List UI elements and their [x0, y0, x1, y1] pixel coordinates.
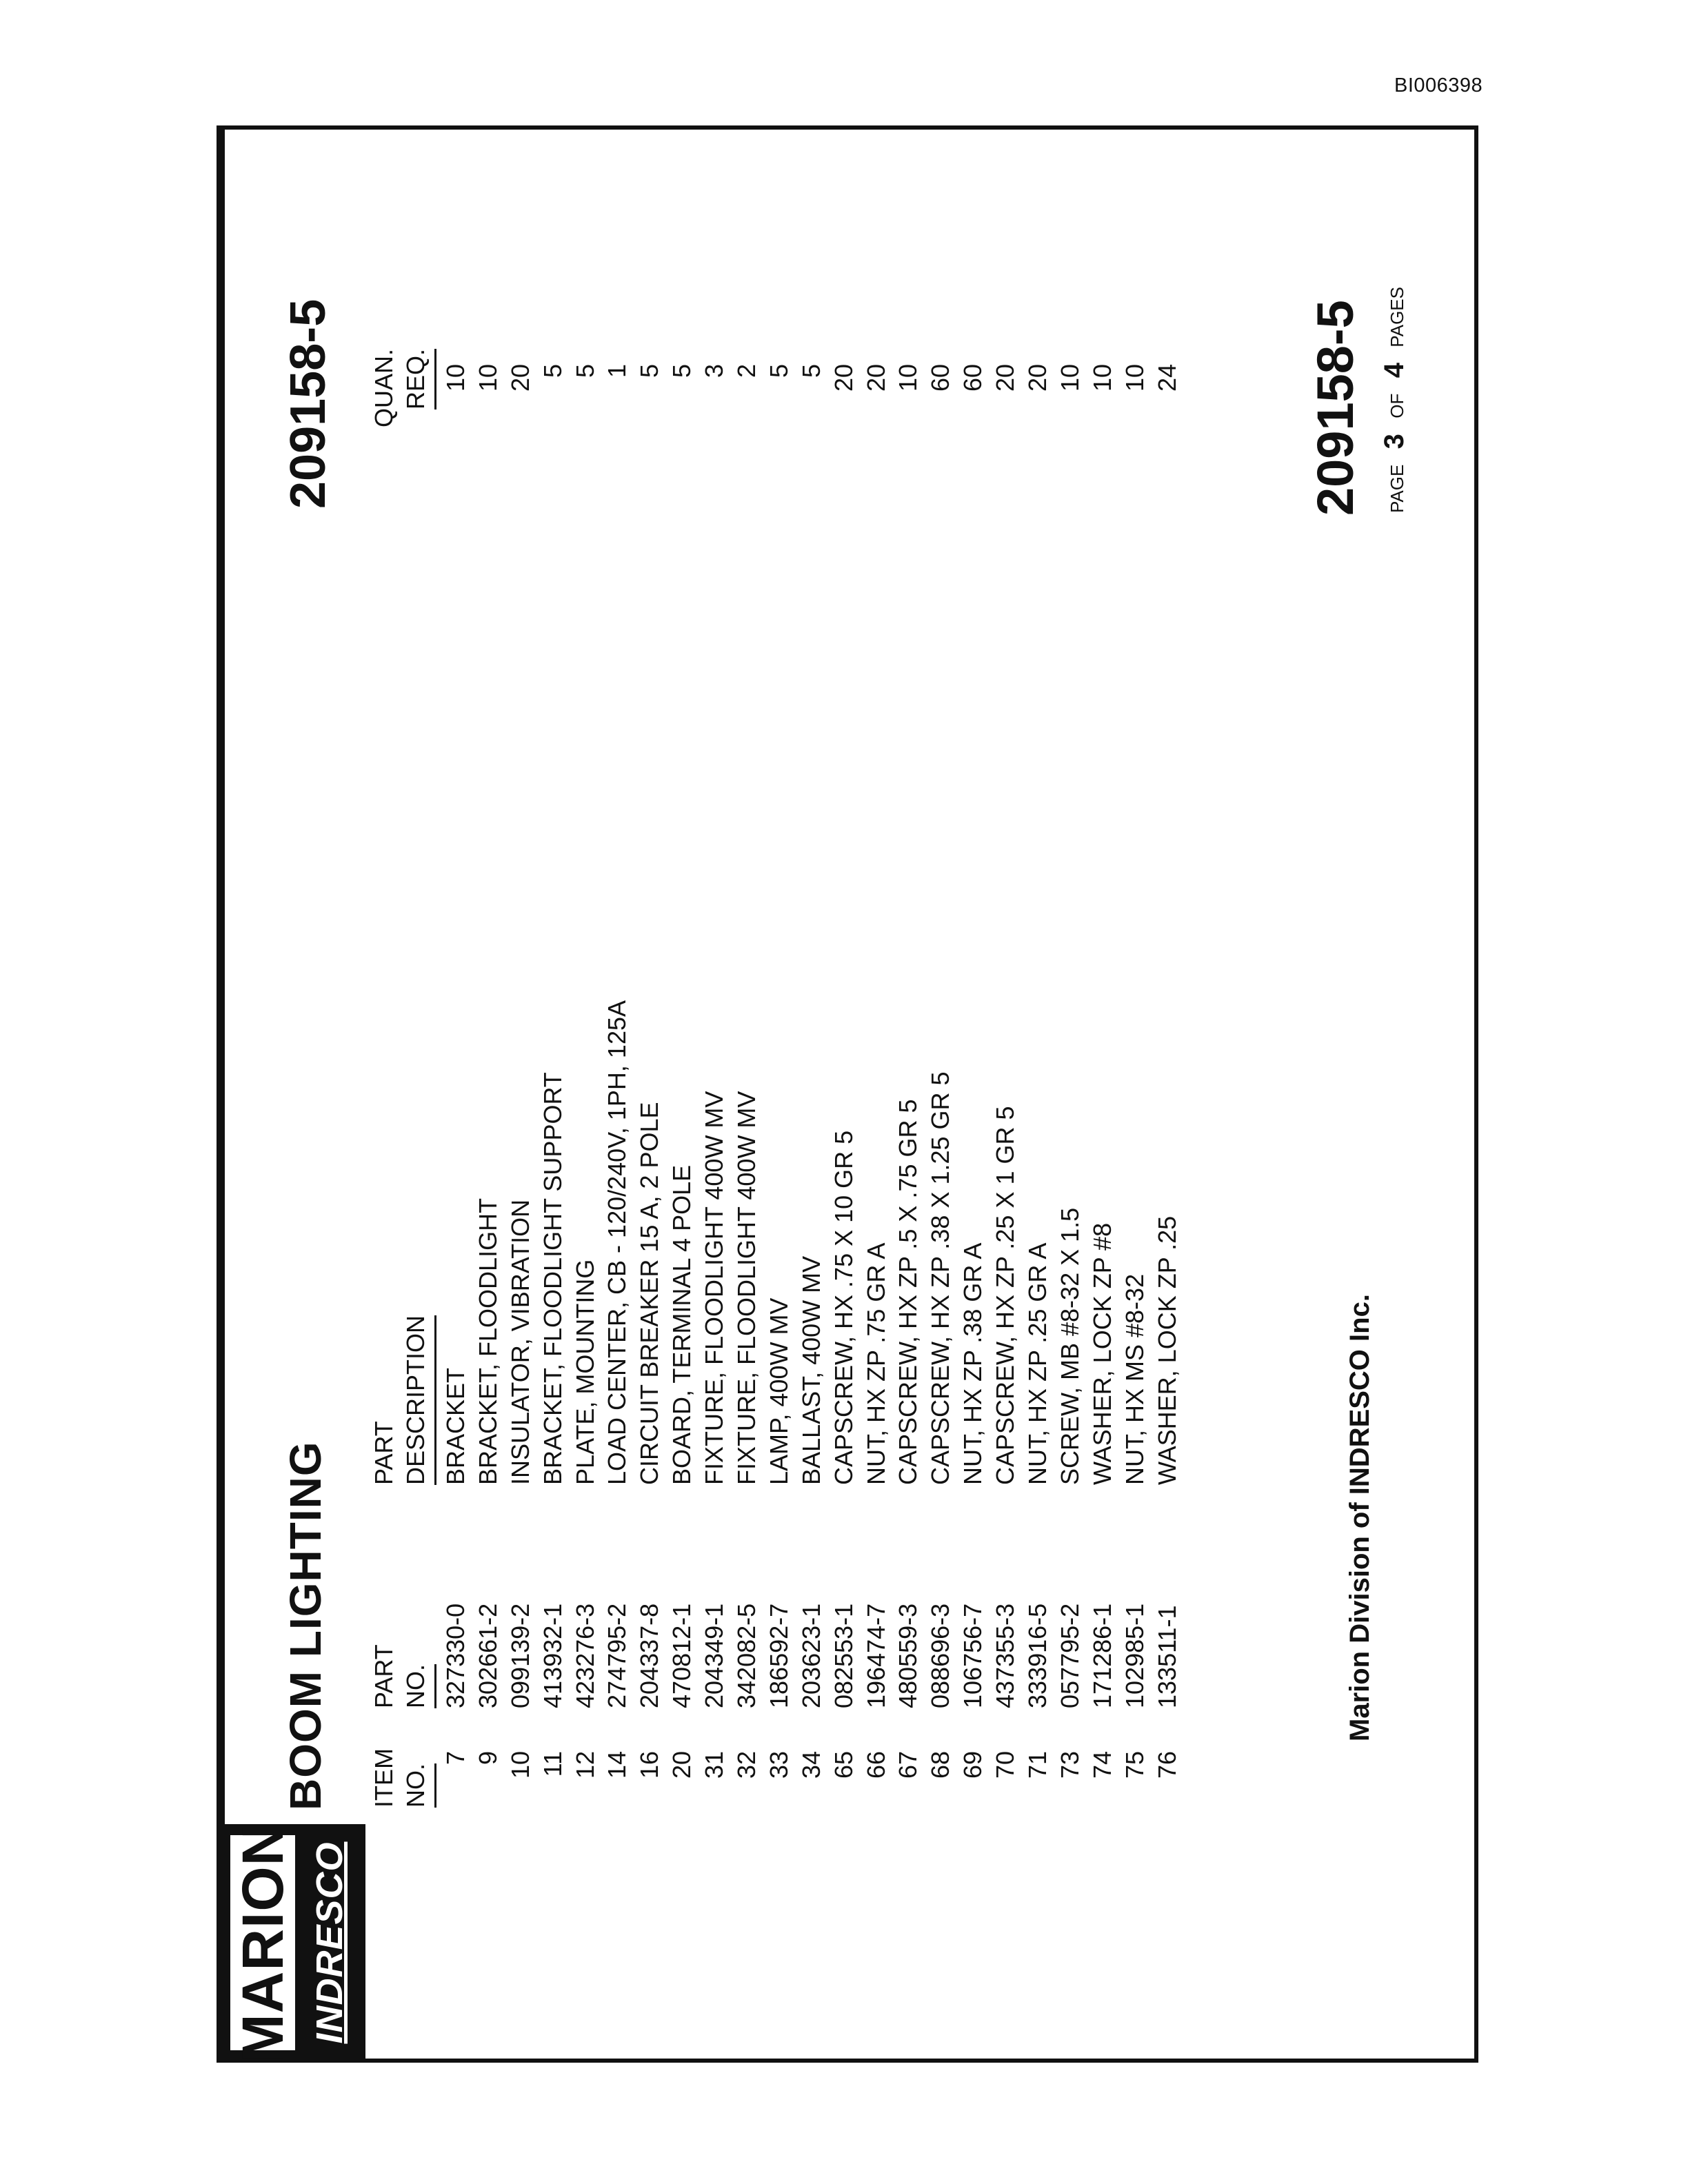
part-description: LOAD CENTER, CB - 120/240V, 1PH, 125A	[603, 1000, 632, 1485]
table-row	[925, 361, 957, 1809]
quantity-required: 10	[894, 364, 923, 392]
table-row	[989, 361, 1022, 1809]
item-number: 12	[570, 1751, 599, 1779]
item-number: 69	[958, 1751, 987, 1779]
part-number: 327330-0	[441, 1603, 470, 1708]
column-header-quantity	[368, 349, 436, 427]
column-header-item	[368, 1748, 436, 1808]
part-number: 274795-2	[603, 1603, 632, 1708]
column-header-description	[368, 1315, 436, 1485]
page-indicator	[1379, 287, 1410, 513]
parts-table	[440, 361, 1183, 1809]
part-number: 470812-1	[667, 1603, 696, 1708]
part-number: 423276-3	[570, 1603, 599, 1708]
part-description: BRACKET, FLOODLIGHT	[473, 1197, 502, 1485]
column-header-qty-line2: REQ.	[400, 349, 436, 410]
table-row	[440, 361, 472, 1809]
quantity-required: 10	[473, 364, 502, 392]
table-row	[861, 361, 893, 1809]
item-number: 11	[538, 1751, 567, 1777]
part-description: FIXTURE, FLOODLIGHT 400W MV	[732, 1091, 761, 1485]
column-header-qty-line1: QUAN.	[370, 348, 398, 427]
item-number: 33	[764, 1751, 793, 1779]
table-row	[537, 361, 570, 1809]
column-header-part-line2: NO.	[400, 1664, 436, 1708]
quantity-required: 2	[732, 364, 761, 378]
part-number: 186592-7	[764, 1603, 793, 1708]
part-number: 204337-8	[635, 1603, 664, 1708]
item-number: 20	[667, 1751, 696, 1779]
table-row	[1087, 361, 1119, 1809]
part-description: INSULATOR, VIBRATION	[505, 1199, 534, 1485]
item-number: 32	[732, 1751, 761, 1779]
item-number: 74	[1087, 1751, 1116, 1779]
part-number: 099139-2	[505, 1603, 534, 1708]
parts-list-sheet	[221, 130, 1474, 2063]
document-number-header: 209158-5	[281, 299, 336, 509]
part-number: 102985-1	[1120, 1603, 1149, 1708]
quantity-required: 20	[991, 364, 1020, 392]
part-description: NUT, HX ZP .75 GR A	[861, 1242, 890, 1485]
part-description: CAPSCREW, HX ZP .5 X .75 GR 5	[894, 1099, 923, 1485]
table-row	[699, 361, 731, 1809]
table-row	[763, 361, 796, 1809]
quantity-required: 60	[958, 364, 987, 392]
document-number-footer: 209158-5	[1307, 300, 1364, 516]
part-number: 133511-1	[1152, 1605, 1181, 1708]
part-description: SCREW, MB #8-32 X 1.5	[1055, 1207, 1084, 1485]
quantity-required: 5	[570, 364, 599, 378]
page-current: 3	[1379, 434, 1409, 449]
quantity-required: 5	[764, 364, 793, 378]
part-description: BOARD, TERMINAL 4 POLE	[667, 1164, 696, 1485]
item-number: 16	[635, 1751, 664, 1779]
part-number: 082553-1	[829, 1603, 858, 1708]
quantity-required: 5	[538, 364, 567, 378]
logo-marion-text: MARION	[230, 1823, 295, 2063]
column-header-desc-line2: DESCRIPTION	[400, 1315, 436, 1485]
part-number: 196474-7	[861, 1603, 890, 1708]
part-description: CIRCUIT BREAKER 15 A, 2 POLE	[635, 1102, 664, 1485]
table-row	[1152, 361, 1184, 1809]
part-description: BALLAST, 400W MV	[796, 1255, 825, 1485]
page-total: 4	[1379, 363, 1409, 378]
page-label: PAGE	[1387, 464, 1407, 513]
part-description: CAPSCREW, HX .75 X 10 GR 5	[829, 1130, 858, 1485]
quantity-required: 5	[635, 364, 664, 378]
company-logo	[221, 1823, 365, 2063]
table-row	[634, 361, 666, 1809]
table-row	[472, 361, 505, 1809]
column-header-item-line2: NO.	[400, 1763, 436, 1808]
logo-indresco-text: INDRESCO	[309, 1841, 350, 2044]
quantity-required: 20	[505, 364, 534, 392]
item-number: 34	[796, 1751, 825, 1779]
quantity-required: 24	[1152, 364, 1181, 392]
pages-label: PAGES	[1387, 287, 1407, 347]
document-id: BI006398	[1394, 74, 1483, 97]
part-number: 057795-2	[1055, 1603, 1084, 1708]
item-number: 14	[603, 1751, 632, 1779]
table-row	[1054, 361, 1087, 1809]
part-description: WASHER, LOCK ZP #8	[1087, 1222, 1116, 1485]
column-header-item-line1: ITEM	[370, 1748, 398, 1808]
part-description: PLATE, MOUNTING	[570, 1259, 599, 1485]
item-number: 76	[1152, 1751, 1181, 1779]
quantity-required: 20	[861, 364, 890, 392]
item-number: 70	[991, 1751, 1020, 1779]
quantity-required: 20	[1023, 364, 1052, 392]
item-number: 9	[473, 1751, 502, 1766]
item-number: 75	[1120, 1751, 1149, 1779]
part-number: 333916-5	[1023, 1603, 1052, 1708]
part-description: WASHER, LOCK ZP .25	[1152, 1215, 1181, 1485]
part-description: CAPSCREW, HX ZP .38 X 1.25 GR 5	[926, 1071, 955, 1485]
item-number: 66	[861, 1751, 890, 1779]
part-number: 204349-1	[700, 1603, 729, 1708]
table-row	[601, 361, 634, 1809]
part-number: 342082-5	[732, 1603, 761, 1708]
item-number: 7	[441, 1751, 470, 1766]
part-number: 088696-3	[926, 1603, 955, 1708]
part-description: BRACKET, FLOODLIGHT SUPPORT	[538, 1072, 567, 1485]
table-row	[1119, 361, 1152, 1809]
item-number: 31	[700, 1751, 729, 1779]
quantity-required: 3	[700, 364, 729, 378]
table-row	[957, 361, 989, 1809]
table-row	[666, 361, 699, 1809]
part-number: 106756-7	[958, 1603, 987, 1708]
part-description: NUT, HX MS #8-32	[1120, 1273, 1149, 1485]
table-row	[892, 361, 925, 1809]
quantity-required: 10	[1120, 364, 1149, 392]
part-number: 413932-1	[538, 1603, 567, 1708]
quantity-required: 10	[1055, 364, 1084, 392]
quantity-required: 10	[1087, 364, 1116, 392]
header-divider	[221, 130, 225, 1832]
item-number: 73	[1055, 1751, 1084, 1779]
part-number: 437355-3	[991, 1603, 1020, 1708]
part-number: 480559-3	[894, 1603, 923, 1708]
item-number: 65	[829, 1751, 858, 1779]
part-description: NUT, HX ZP .38 GR A	[958, 1242, 987, 1485]
part-number: 302661-2	[473, 1603, 502, 1708]
part-description: CAPSCREW, HX ZP .25 X 1 GR 5	[991, 1106, 1020, 1485]
part-description: FIXTURE, FLOODLIGHT 400W MV	[700, 1091, 729, 1485]
table-row	[570, 361, 602, 1809]
part-description: NUT, HX ZP .25 GR A	[1023, 1242, 1052, 1485]
column-header-part-line1: PART	[370, 1644, 398, 1708]
column-header-desc-line1: PART	[370, 1421, 398, 1485]
item-number: 71	[1023, 1751, 1052, 1779]
table-row	[1022, 361, 1054, 1809]
quantity-required: 1	[603, 364, 632, 378]
part-number: 171286-1	[1087, 1603, 1116, 1708]
page-title: BOOM LIGHTING	[281, 1441, 330, 1810]
table-row	[731, 361, 763, 1809]
table-row	[505, 361, 537, 1809]
item-number: 67	[894, 1751, 923, 1779]
company-footer: Marion Division of INDRESCO Inc.	[1345, 1294, 1375, 1741]
quantity-required: 20	[829, 364, 858, 392]
table-row	[828, 361, 861, 1809]
part-description: BRACKET	[441, 1367, 470, 1485]
item-number: 10	[505, 1751, 534, 1779]
quantity-required: 10	[441, 364, 470, 392]
quantity-required: 60	[926, 364, 955, 392]
item-number: 68	[926, 1751, 955, 1779]
part-number: 203623-1	[796, 1603, 825, 1708]
column-header-part-no	[368, 1644, 436, 1708]
page-of-label: OF	[1387, 393, 1407, 418]
quantity-required: 5	[667, 364, 696, 378]
part-description: LAMP, 400W MV	[764, 1297, 793, 1485]
quantity-required: 5	[796, 364, 825, 378]
table-row	[796, 361, 828, 1809]
